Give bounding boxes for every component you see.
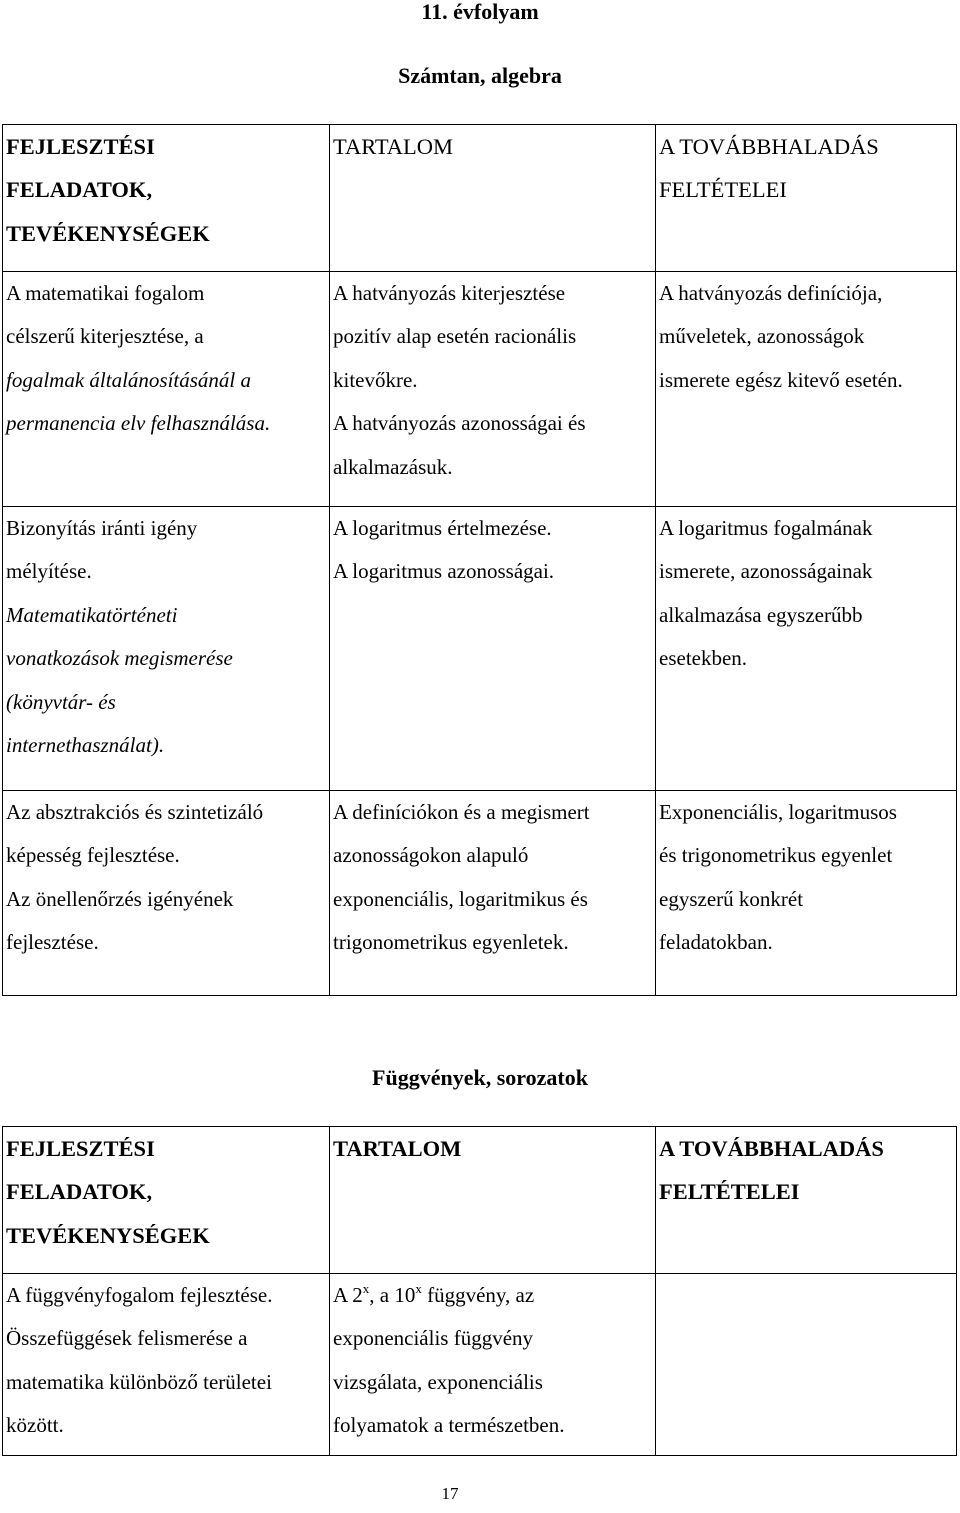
header-tasks: FEJLESZTÉSI FELADATOK, TEVÉKENYSÉGEK [3, 125, 330, 272]
content-cell: A 2$^x$, a 10$^x$ függvény, az exponenciális függvény vizsgálata, exponenciális folyamatok a természetben. [330, 1274, 656, 1456]
tasks-cell: A függvényfogalom fejlesztése. Összefüggések felismerése a matematika különböző területei között. [3, 1274, 330, 1456]
content-cell: A definíciókon és a megismert azonosságokon alapuló exponenciális, logaritmikus és trigonometrikus egyenletek. [330, 791, 656, 996]
header-tasks: FEJLESZTÉSI FELADATOK, TEVÉKENYSÉGEK [3, 1127, 330, 1274]
section-title-algebra: Számtan, algebra [398, 63, 562, 88]
grade-heading: 11. évfolyam [421, 0, 539, 24]
table-row [3, 272, 957, 507]
table-header-row [3, 1127, 957, 1274]
tasks-cell: A matematikai fogalom célszerű kiterjesztése, a fogalmak általánosításánál a permanencia elv felhasználása. [3, 272, 330, 507]
header-content: TARTALOM [330, 125, 656, 272]
header-conditions: A TOVÁBBHALADÁS FELTÉTELEI [656, 1127, 957, 1274]
page-number: 17 [441, 1484, 459, 1503]
table-header-row [3, 125, 957, 272]
header-content: TARTALOM [330, 1127, 656, 1274]
section-title-functions: Függvények, sorozatok [372, 1065, 588, 1090]
tasks-cell: Az absztrakciós és szintetizáló képesség fejlesztése. Az önellenőrzés igényének fejlesztése. [3, 791, 330, 996]
conditions-cell: A logaritmus fogalmának ismerete, azonosságainak alkalmazása egyszerűbb esetekben. [656, 507, 957, 791]
algebra-table [2, 124, 957, 996]
functions-table [2, 1126, 957, 1456]
tasks-cell: Bizonyítás iránti igény mélyítése. Matematikatörténeti vonatkozások megismerése (könyvtár- és internethasználat). [3, 507, 330, 791]
content-cell: A hatványozás kiterjesztése pozitív alap esetén racionális kitevőkre. A hatványozás azonosságai és alkalmazásuk. [330, 272, 656, 507]
table-row [3, 1274, 957, 1456]
exponential-functions-line: A 2$^x$, a 10$^x$ függvény, az [333, 1281, 535, 1307]
content-cell: A logaritmus értelmezése. A logaritmus azonosságai. [330, 507, 656, 791]
conditions-cell: A hatványozás definíciója, műveletek, azonosságok ismerete egész kitevő esetén. [656, 272, 957, 507]
conditions-cell [656, 1274, 957, 1456]
table-row [3, 507, 957, 791]
header-conditions: A TOVÁBBHALADÁS FELTÉTELEI [656, 125, 957, 272]
table-row [3, 791, 957, 996]
conditions-cell: Exponenciális, logaritmusos és trigonometrikus egyenlet egyszerű konkrét feladatokban. [656, 791, 957, 996]
